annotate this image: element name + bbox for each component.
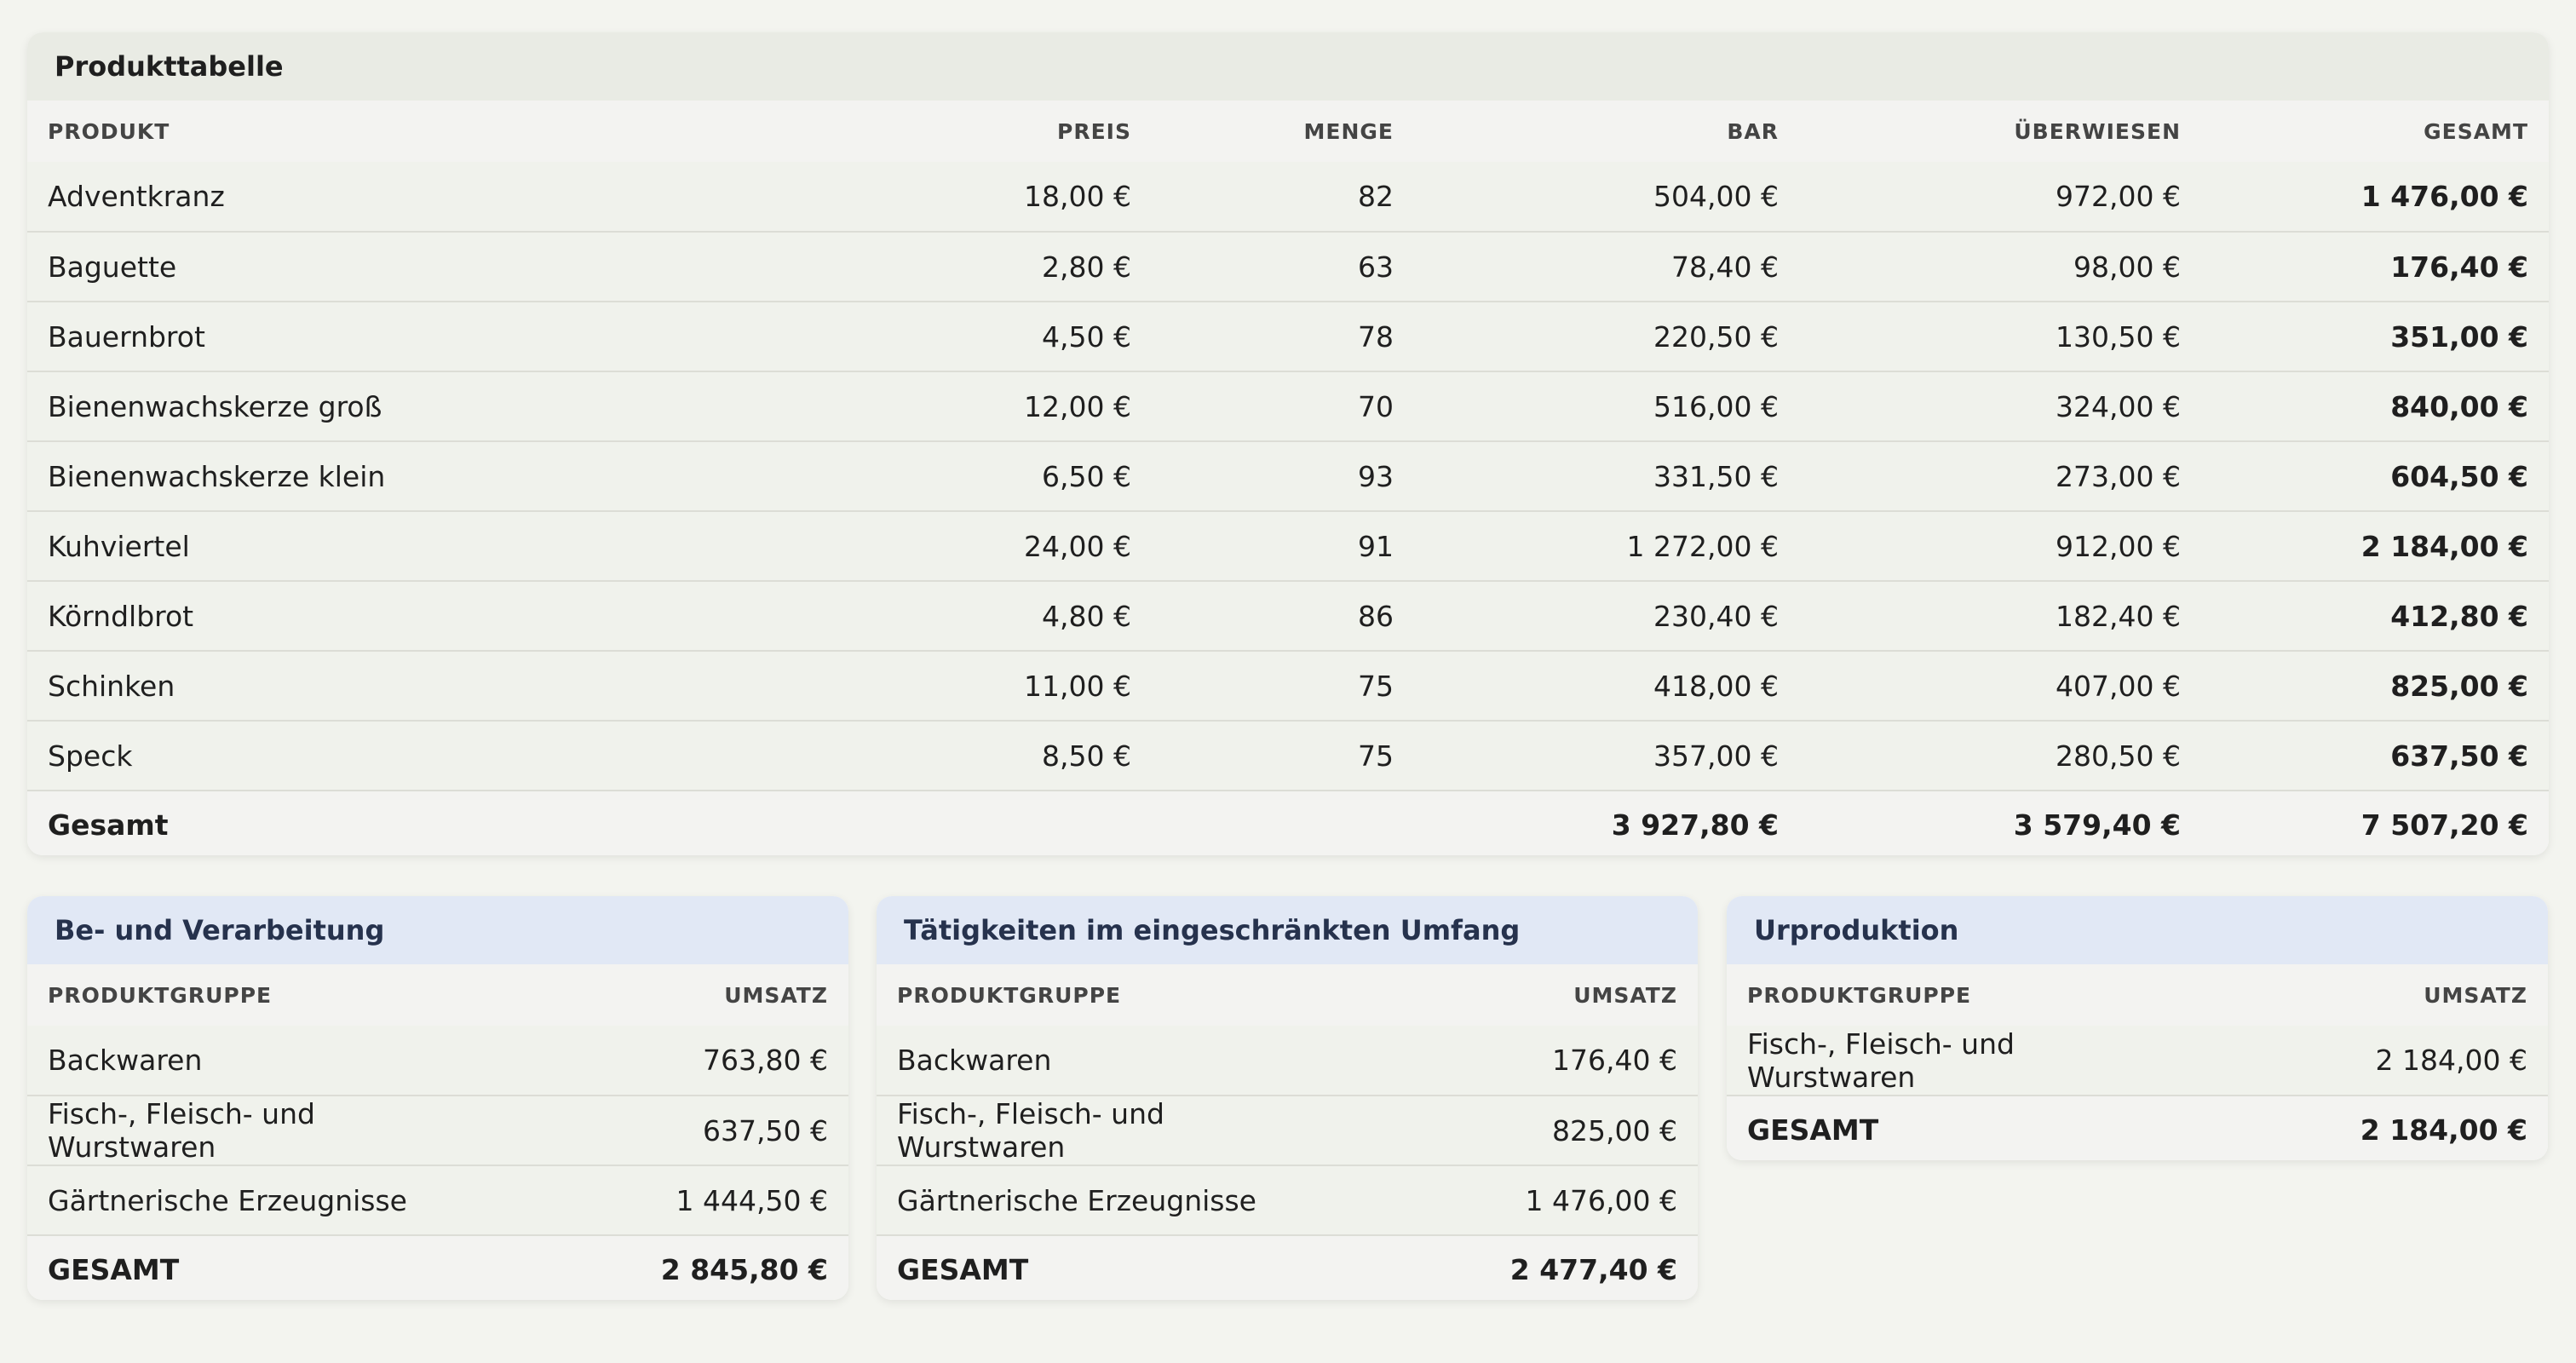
- column-header-umsatz[interactable]: UMSATZ: [2137, 964, 2548, 1026]
- total-cell-produktgruppe: GESAMT: [1727, 1096, 2137, 1160]
- cell-bar: 220,50 €: [1414, 302, 1799, 371]
- list-item: [1727, 1026, 2548, 1096]
- cell-ueberwiesen: 407,00 €: [1799, 651, 2201, 721]
- cell-preis: 4,80 €: [768, 581, 1152, 651]
- cell-preis: 12,00 €: [768, 371, 1152, 441]
- total-cell-bar: 3 927,80 €: [1414, 791, 1799, 855]
- cell-produktgruppe: Gärtnerische Erzeugnisse: [877, 1165, 1287, 1235]
- cell-menge: 63: [1152, 232, 1414, 302]
- cell-produkt: Adventkranz: [27, 162, 768, 232]
- column-header-produkt[interactable]: PRODUKT: [27, 101, 768, 162]
- group-card-be-und-verarbeitung: [27, 896, 848, 1300]
- column-header-menge[interactable]: MENGE: [1152, 101, 1414, 162]
- cell-umsatz: 825,00 €: [1287, 1096, 1698, 1165]
- total-cell-umsatz: 2 477,40 €: [1287, 1235, 1698, 1300]
- cell-preis: 4,50 €: [768, 302, 1152, 371]
- table-row: [27, 581, 2549, 651]
- column-header-preis[interactable]: PREIS: [768, 101, 1152, 162]
- group-total-row: [27, 1235, 848, 1300]
- list-item: [877, 1165, 1698, 1235]
- group-header-row: [877, 964, 1698, 1026]
- group-title: Tätigkeiten im eingeschränkten Umfang: [877, 896, 1698, 964]
- column-header-produktgruppe[interactable]: PRODUKTGRUPPE: [27, 964, 438, 1026]
- total-cell-ueberwiesen: 3 579,40 €: [1799, 791, 2201, 855]
- cell-ueberwiesen: 280,50 €: [1799, 721, 2201, 791]
- cell-preis: 18,00 €: [768, 162, 1152, 232]
- cell-bar: 78,40 €: [1414, 232, 1799, 302]
- cell-gesamt: 637,50 €: [2201, 721, 2549, 791]
- group-total-row: [1727, 1096, 2548, 1160]
- cell-bar: 230,40 €: [1414, 581, 1799, 651]
- cell-produktgruppe: Fisch-, Fleisch- und Wurstwaren: [27, 1096, 438, 1165]
- cell-menge: 78: [1152, 302, 1414, 371]
- group-total-row: [877, 1235, 1698, 1300]
- cell-gesamt: 2 184,00 €: [2201, 511, 2549, 581]
- table-row: [27, 371, 2549, 441]
- table-row: [27, 232, 2549, 302]
- column-header-produktgruppe[interactable]: PRODUKTGRUPPE: [1727, 964, 2137, 1026]
- cell-produkt: Baguette: [27, 232, 768, 302]
- table-row: [27, 511, 2549, 581]
- cell-ueberwiesen: 273,00 €: [1799, 441, 2201, 511]
- cell-preis: 6,50 €: [768, 441, 1152, 511]
- group-header-row: [27, 964, 848, 1026]
- total-cell-umsatz: 2 845,80 €: [438, 1235, 848, 1300]
- column-header-ueberwiesen[interactable]: ÜBERWIESEN: [1799, 101, 2201, 162]
- product-table-title: Produkttabelle: [27, 32, 2549, 101]
- total-cell-preis: [768, 791, 1152, 855]
- total-row: [27, 791, 2549, 855]
- cell-gesamt: 840,00 €: [2201, 371, 2549, 441]
- table-row: [27, 441, 2549, 511]
- group-card-taetigkeiten: [877, 896, 1698, 1300]
- cell-preis: 8,50 €: [768, 721, 1152, 791]
- cell-bar: 504,00 €: [1414, 162, 1799, 232]
- group-table: [877, 964, 1698, 1300]
- product-table-card: [27, 32, 2549, 855]
- cell-gesamt: 1 476,00 €: [2201, 162, 2549, 232]
- table-row: [27, 162, 2549, 232]
- cell-menge: 75: [1152, 721, 1414, 791]
- cell-umsatz: 176,40 €: [1287, 1026, 1698, 1096]
- total-cell-gesamt: 7 507,20 €: [2201, 791, 2549, 855]
- total-cell-produktgruppe: GESAMT: [27, 1235, 438, 1300]
- cell-produktgruppe: Backwaren: [27, 1026, 438, 1096]
- list-item: [877, 1026, 1698, 1096]
- cell-bar: 516,00 €: [1414, 371, 1799, 441]
- cell-gesamt: 351,00 €: [2201, 302, 2549, 371]
- group-table: [1727, 964, 2548, 1160]
- column-header-gesamt[interactable]: GESAMT: [2201, 101, 2549, 162]
- cell-produktgruppe: Backwaren: [877, 1026, 1287, 1096]
- cell-produkt: Bauernbrot: [27, 302, 768, 371]
- list-item: [877, 1096, 1698, 1165]
- cell-bar: 418,00 €: [1414, 651, 1799, 721]
- group-header-row: [1727, 964, 2548, 1026]
- total-cell-umsatz: 2 184,00 €: [2137, 1096, 2548, 1160]
- cell-ueberwiesen: 130,50 €: [1799, 302, 2201, 371]
- group-title: Urproduktion: [1727, 896, 2548, 964]
- cell-umsatz: 1 444,50 €: [438, 1165, 848, 1235]
- cell-bar: 357,00 €: [1414, 721, 1799, 791]
- cell-ueberwiesen: 912,00 €: [1799, 511, 2201, 581]
- cell-gesamt: 825,00 €: [2201, 651, 2549, 721]
- table-row: [27, 721, 2549, 791]
- product-table: [27, 101, 2549, 855]
- cell-menge: 82: [1152, 162, 1414, 232]
- list-item: [27, 1096, 848, 1165]
- cell-ueberwiesen: 98,00 €: [1799, 232, 2201, 302]
- column-header-umsatz[interactable]: UMSATZ: [438, 964, 848, 1026]
- cell-umsatz: 763,80 €: [438, 1026, 848, 1096]
- group-title: Be- und Verarbeitung: [27, 896, 848, 964]
- table-row: [27, 651, 2549, 721]
- cell-produktgruppe: Gärtnerische Erzeugnisse: [27, 1165, 438, 1235]
- total-cell-produktgruppe: GESAMT: [877, 1235, 1287, 1300]
- column-header-produktgruppe[interactable]: PRODUKTGRUPPE: [877, 964, 1287, 1026]
- cell-menge: 91: [1152, 511, 1414, 581]
- cell-menge: 75: [1152, 651, 1414, 721]
- cell-produktgruppe: Fisch-, Fleisch- und Wurstwaren: [877, 1096, 1287, 1165]
- cell-umsatz: 2 184,00 €: [2137, 1026, 2548, 1096]
- table-row: [27, 302, 2549, 371]
- cell-ueberwiesen: 972,00 €: [1799, 162, 2201, 232]
- cell-produkt: Schinken: [27, 651, 768, 721]
- cell-gesamt: 412,80 €: [2201, 581, 2549, 651]
- cell-ueberwiesen: 182,40 €: [1799, 581, 2201, 651]
- cell-ueberwiesen: 324,00 €: [1799, 371, 2201, 441]
- cell-bar: 1 272,00 €: [1414, 511, 1799, 581]
- list-item: [27, 1026, 848, 1096]
- cell-menge: 93: [1152, 441, 1414, 511]
- total-cell-menge: [1152, 791, 1414, 855]
- total-cell-produkt: Gesamt: [27, 791, 768, 855]
- cell-produkt: Bienenwachskerze klein: [27, 441, 768, 511]
- cell-produkt: Kuhviertel: [27, 511, 768, 581]
- cell-menge: 70: [1152, 371, 1414, 441]
- cell-produkt: Bienenwachskerze groß: [27, 371, 768, 441]
- cell-preis: 24,00 €: [768, 511, 1152, 581]
- cell-gesamt: 604,50 €: [2201, 441, 2549, 511]
- cell-umsatz: 1 476,00 €: [1287, 1165, 1698, 1235]
- cell-produkt: Speck: [27, 721, 768, 791]
- cell-preis: 11,00 €: [768, 651, 1152, 721]
- column-header-bar[interactable]: BAR: [1414, 101, 1799, 162]
- cell-menge: 86: [1152, 581, 1414, 651]
- cell-produkt: Körndlbrot: [27, 581, 768, 651]
- column-header-umsatz[interactable]: UMSATZ: [1287, 964, 1698, 1026]
- group-card-urproduktion: [1727, 896, 2548, 1160]
- cell-produktgruppe: Fisch-, Fleisch- und Wurstwaren: [1727, 1026, 2137, 1096]
- cell-preis: 2,80 €: [768, 232, 1152, 302]
- list-item: [27, 1165, 848, 1235]
- cell-umsatz: 637,50 €: [438, 1096, 848, 1165]
- cell-gesamt: 176,40 €: [2201, 232, 2549, 302]
- group-table: [27, 964, 848, 1300]
- cell-bar: 331,50 €: [1414, 441, 1799, 511]
- product-table-header-row: [27, 101, 2549, 162]
